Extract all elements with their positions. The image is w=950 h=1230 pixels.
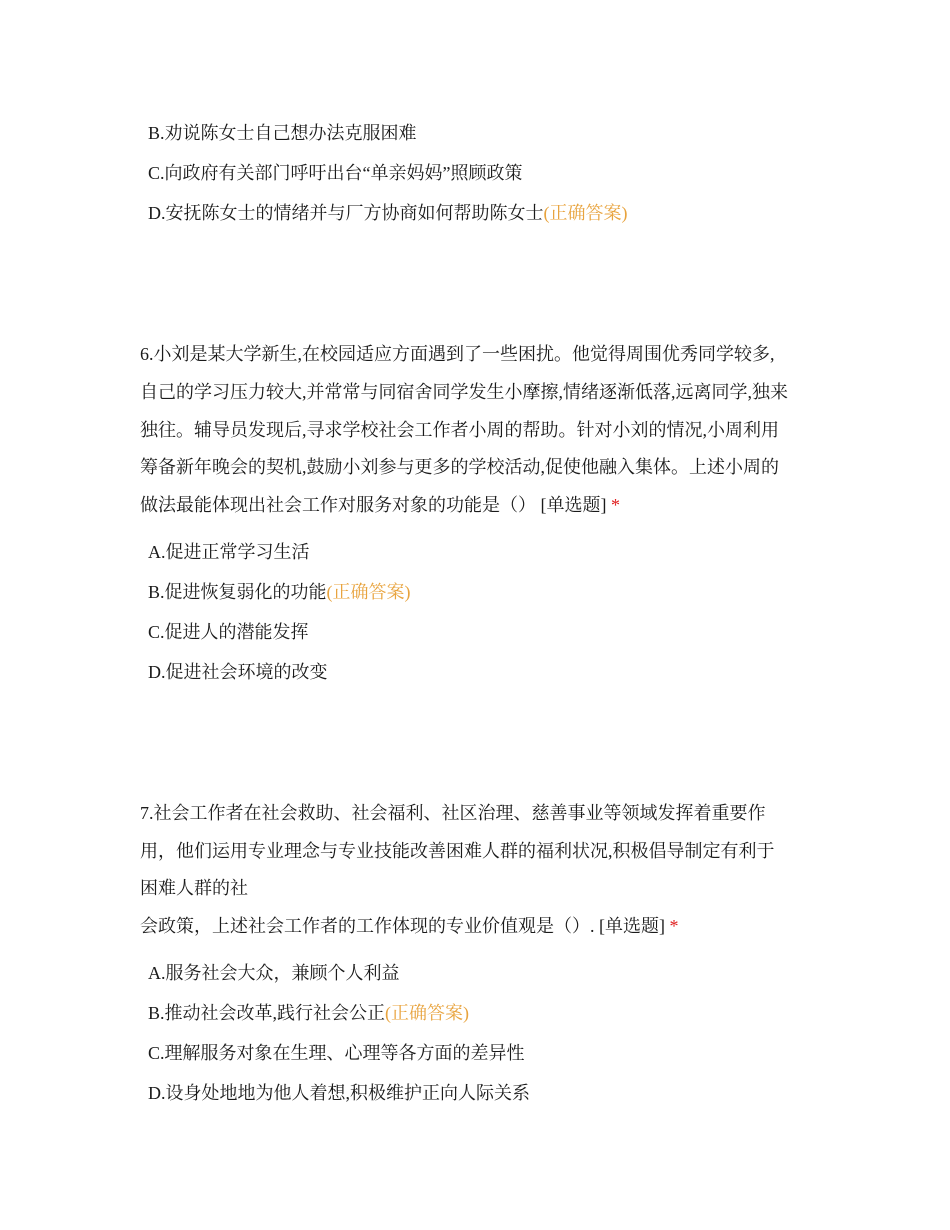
q6-stem-line-3: 独往。辅导员发现后,寻求学校社会工作者小周的帮助。针对小刘的情况,小周利用 xyxy=(140,420,779,440)
option-text: A.服务社会大众，兼顾个人利益 xyxy=(148,963,400,983)
option-text: D.设身处地地为他人着想,积极维护正向人际关系 xyxy=(148,1083,530,1103)
q6-option-c xyxy=(148,621,309,643)
option-text: B.推动社会改革,践行社会公正 xyxy=(148,1003,386,1023)
q7-stem-line-2: 用，他们运用专业理念与专业技能改善困难人群的福利状况,积极倡导制定有利于 xyxy=(140,841,775,861)
option-text: C.向政府有关部门呼吁出台“单亲妈妈”照顾政策 xyxy=(148,163,523,183)
option-text: D.促进社会环境的改变 xyxy=(148,662,328,682)
option-text: C.促进人的潜能发挥 xyxy=(148,622,309,642)
q6-stem-line-5 xyxy=(140,494,620,516)
q7-option-c xyxy=(148,1042,525,1064)
option-text: D.安抚陈女士的情绪并与厂方协商如何帮助陈女士 xyxy=(148,203,544,223)
q7-option-b xyxy=(148,1002,469,1024)
q7-option-a xyxy=(148,962,400,984)
required-mark: * xyxy=(669,916,679,936)
correct-answer-tag: (正确答案) xyxy=(326,582,411,602)
q7-stem-line-4 xyxy=(140,915,679,937)
correct-answer-tag: (正确答案) xyxy=(385,1003,470,1023)
q6-option-a xyxy=(148,541,310,563)
q7-stem-line-1: 7.社会工作者在社会救助、社会福利、社区治理、慈善事业等领域发挥着重要作 xyxy=(140,803,766,823)
q7-option-d xyxy=(148,1082,530,1104)
q5-option-c xyxy=(148,162,522,184)
q7-stem-line-3: 困难人群的社 xyxy=(140,878,248,898)
option-text: B.促进恢复弱化的功能 xyxy=(148,582,327,602)
q7-stem-text: 会政策，上述社会工作者的工作体现的专业价值观是（）. [单选题] xyxy=(140,916,665,936)
option-text: A.促进正常学习生活 xyxy=(148,542,310,562)
option-text: C.理解服务对象在生理、心理等各方面的差异性 xyxy=(148,1043,525,1063)
correct-answer-tag: (正确答案) xyxy=(543,203,628,223)
q5-option-b xyxy=(148,122,417,144)
q5-option-d xyxy=(148,202,628,224)
q6-option-d xyxy=(148,661,328,683)
q6-stem-text: 做法最能体现出社会工作对服务对象的功能是（） [单选题] xyxy=(140,495,607,515)
q6-option-b xyxy=(148,581,411,603)
q6-stem-line-2: 自己的学习压力较大,并常常与同宿舍同学发生小摩擦,情绪逐渐低落,远离同学,独来 xyxy=(140,382,788,402)
option-text: B.劝说陈女士自己想办法克服困难 xyxy=(148,123,417,143)
q6-stem-line-4: 筹备新年晚会的契机,鼓励小刘参与更多的学校活动,促使他融入集体。上述小周的 xyxy=(140,457,779,477)
q6-stem-line-1: 6.小刘是某大学新生,在校园适应方面遇到了一些困扰。他觉得周围优秀同学较多, xyxy=(140,344,775,364)
required-mark: * xyxy=(611,495,620,515)
